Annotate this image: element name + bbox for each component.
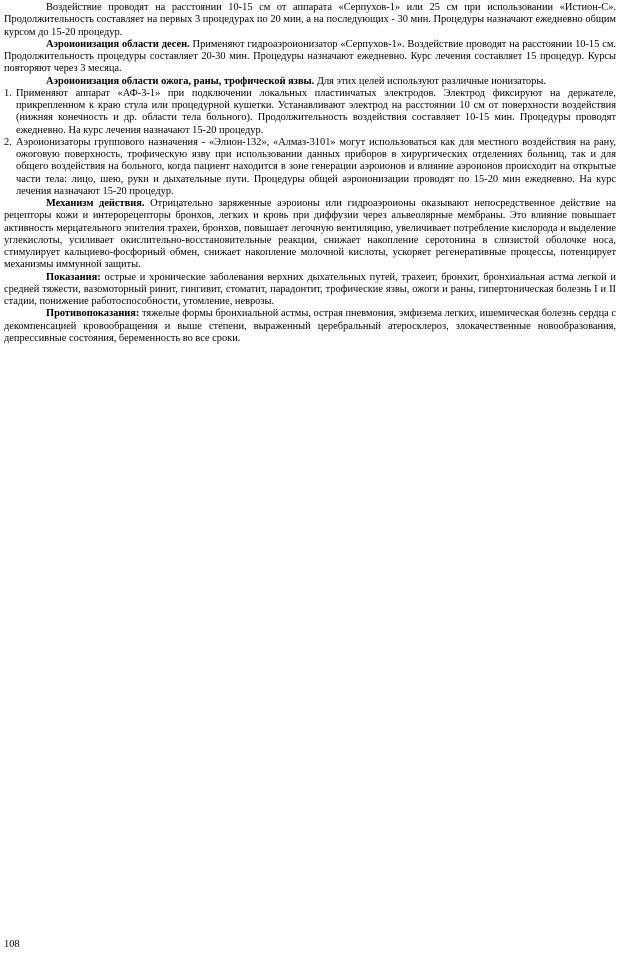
paragraph-mechanism bbox=[4, 198, 616, 272]
paragraph-procedure bbox=[4, 2, 616, 39]
paragraph-indications bbox=[4, 272, 616, 309]
mechanism-text: Отрицательно заряженные аэроионы или гидроаэроионы оказывают непосредственное действие на рецепторы кожи и интерорецепторы бронхов, легких и кровь при диффузии через альвеолярные мембраны. Это влияние повышает активность мерцательного эпителия трахеи, бронхов, повышает легочную вентиляцию, увеличивает потребление кислорода и выделение углекислоты, усиливает окислительно-восстановительные реакции, снижает накопление серотонина в слизистой оболочке носа, стимулирует кальциево-фосфорный обмен, снижает накопление молочной кислоты, ускоряет регенеративные процессы, потенцирует механизмы иммунной защиты. bbox=[4, 198, 616, 271]
contraindications-heading: Противопоказания: bbox=[46, 308, 140, 320]
gums-text: Применяют гидроаэроионизатор «Серпухов-1». Воздействие проводят на расстоянии 10-15 см. Продолжительность процедуры составляет 20-30 мин. Процедуры назначают ежедневно. Курс лечения составляет 15 процедур. Курсы повторяют через 3 месяца. bbox=[4, 38, 616, 75]
paragraph-contraindications bbox=[4, 308, 616, 345]
burns-text: Для этих целей используют различные ионизаторы. bbox=[314, 75, 546, 87]
paragraph-gums bbox=[4, 39, 616, 76]
list-item bbox=[4, 137, 616, 198]
burns-list bbox=[4, 88, 616, 198]
indications-text: острые и хронические заболевания верхних дыхательных путей, трахеит, бронхит, бронхиальная астма легкой и средней тяжести, вазомоторный ринит, гингивит, стоматит, парадонтит, трофические язвы, ожоги и раны, гипертоническая болезнь I и II стадии, понижение работоспособности, утомление, неврозы. bbox=[4, 271, 616, 307]
contraindications-text: тяжелые формы бронхиальной астмы, острая пневмония, эмфизема легких, ишемическая болезнь сердца с декомпенсацией кровообращения и выше степени, выраженный церебральный атеросклероз, злокачественные новообразования, депрессивные состояния, беременность во все сроки. bbox=[4, 308, 616, 344]
gums-heading: Аэроионизация области десен. bbox=[46, 38, 190, 50]
page-content bbox=[4, 2, 616, 345]
paragraph-burns bbox=[4, 76, 616, 88]
list-item bbox=[4, 88, 616, 137]
mechanism-heading: Механизм действия. bbox=[46, 198, 145, 209]
list-item-number: 2. bbox=[4, 136, 12, 148]
indications-heading: Показания: bbox=[46, 271, 101, 283]
burns-heading: Аэроионизация области ожога, раны, трофической язвы. bbox=[46, 75, 315, 87]
paragraph-procedure-text: Воздействие проводят на расстоянии 10-15 см от аппарата «Серпухов-1» или 25 см при использовании «Истион-С». Продолжительность составляет на первых 3 процедурах по 20 мин, а на последующих - 30 мин. Процедуры назначают ежедневно общим курсом до 15-20 процедур. bbox=[4, 2, 616, 38]
list-item-number: 1. bbox=[4, 87, 12, 99]
list-item-text: Применяют аппарат «АФ-3-1» при подключении локальных пластинчатых электродов. Электрод фиксируют на держателе, прикрепленном к краю стула или процедурной кушетки. Устанавливают электрод на расстоянии 10 см от поверхности воздействия (нижняя конечность и др. области тела больного). Продолжительность воздействия составляет 10-15 мин. Процедуры проводят ежедневно. На курс лечения назначают 15-20 процедур. bbox=[16, 87, 616, 136]
list-item-text: Аэроионизаторы группового назначения - «Элион-132», «Алмаз-3101» могут использоваться как для местного воздействия на рану, ожоговую поверхность, трофическую язву при использовании данных приборов в хирургических отделениях больниц, так и для общего воздействия на больного, когда пациент находится в зоне генерации аэроионов и влияние аэроионов происходит на открытые части тела: лицо, шею, руки и дыхательные пути. Процедуры общей аэроионизации проводят по 15-20 мин ежедневно. На курс лечения назначают 15-20 процедур. bbox=[16, 136, 616, 197]
page-number: 108 bbox=[4, 939, 20, 950]
